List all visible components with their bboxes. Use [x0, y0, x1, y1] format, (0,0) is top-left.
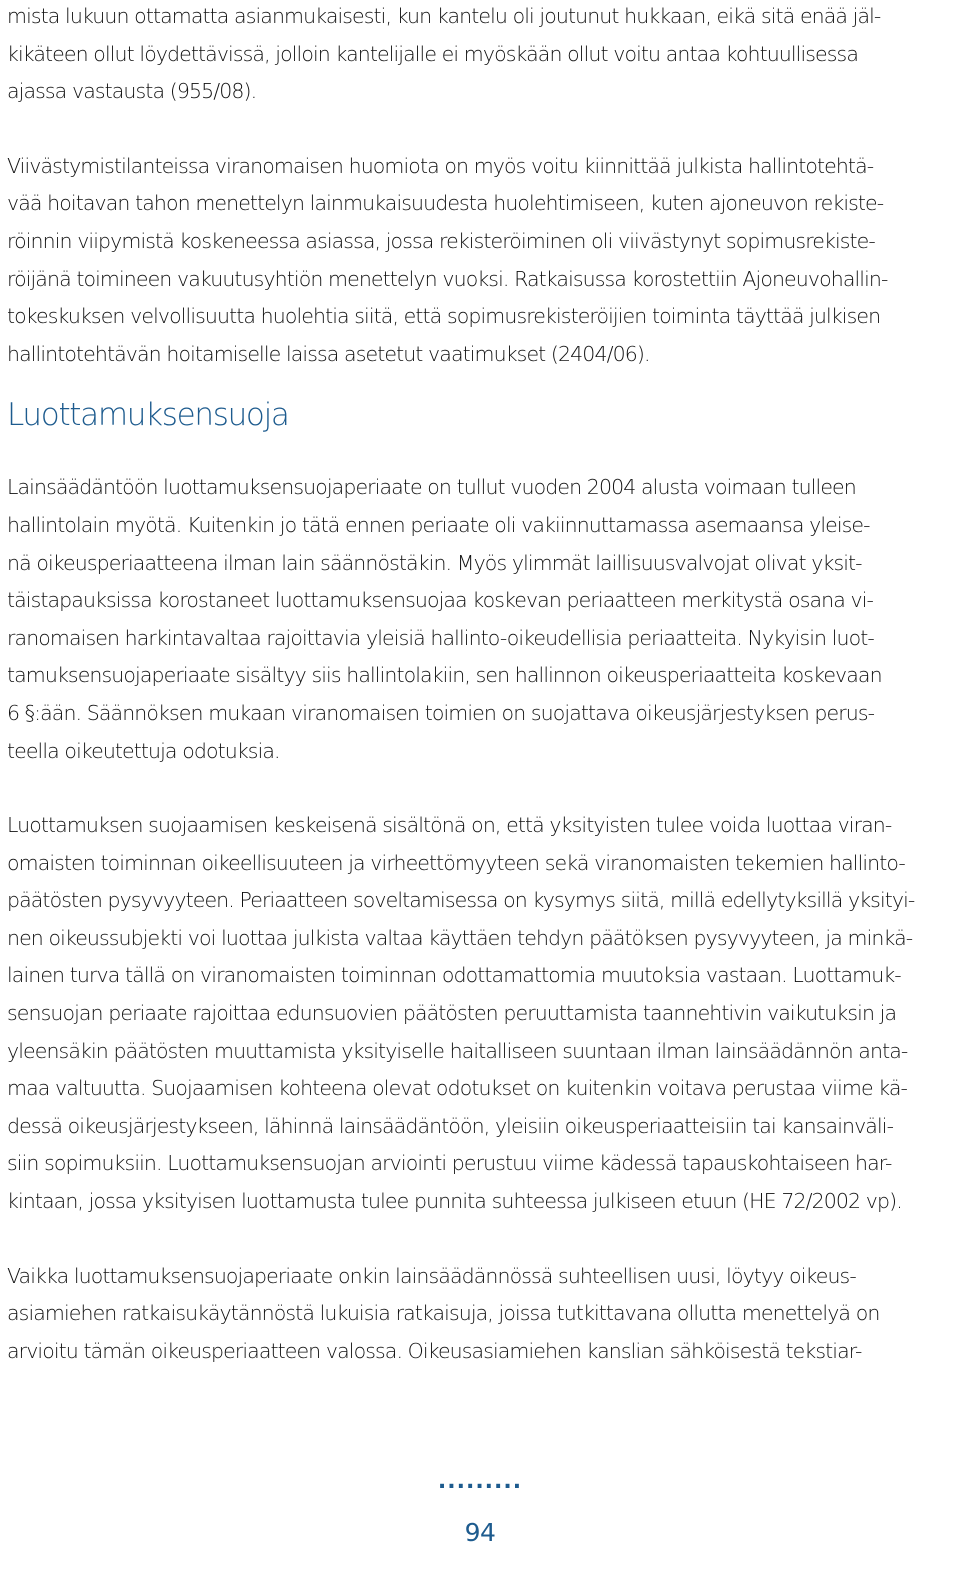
text-line: Viivästymistilanteissa viranomaisen huomiota on myös voitu kiinnittää julkista hallintotehtä-	[7, 153, 874, 178]
text-line: mista lukuun ottamatta asianmukaisesti, kun kantelu oli joutunut hukkaan, eikä sitä enää jäl-	[7, 4, 881, 28]
text-line: röinnin viipymistä koskeneessa asiassa, jossa rekisteröiminen oli viivästynyt sopimusrekiste-	[7, 228, 875, 253]
text-line: Vaikka luottamuksensuojaperiaate onkin lainsäädännössä suhteellisen uusi, löytyy oikeus-	[7, 1263, 856, 1288]
paragraph-gap	[7, 111, 953, 148]
text-line: röijänä toimineen vakuutusyhtiön menettelyn vuoksi. Ratkaisussa korostettiin Ajoneuvohallin-	[7, 266, 888, 291]
text-line: ranomaisen harkintavaltaa rajoittavia yleisiä hallinto-oikeudellisia periaatteita. Nykyisin luot-	[7, 625, 874, 650]
text-line: hallintotehtävän hoitamiselle laissa asetetut vaatimukset (2404/06).	[7, 341, 650, 366]
section-heading: Luottamuksensuoja	[7, 397, 289, 434]
text-line: sensuojan periaate rajoittaa edunsuovien päätösten peruuttamista taannehtivin vaikutuksin ja	[7, 1001, 897, 1026]
document-page	[7, 0, 953, 1370]
page-number: 94	[464, 1518, 496, 1547]
text-line: tokeskuksen velvollisuutta huolehtia siitä, että sopimusrekisteröijien toiminta täyttää julkisen	[7, 304, 881, 329]
text-line: tamuksensuojaperiaate sisältyy siis hallintolakiin, sen hallinnon oikeusperiaatteita koskevaan	[7, 663, 882, 688]
text-line: nen oikeussubjekti voi luottaa julkista valtaa käyttäen tehdyn päätöksen pysyvyyteen, ja minkä-	[7, 925, 913, 950]
paragraph-gap	[7, 770, 953, 807]
text-line: lainen turva tällä on viranomaisten toiminnan odottamattomia muutoksia vastaan. Luottamuk-	[7, 963, 901, 988]
text-line: päätösten pysyvyyteen. Periaatteen soveltamisessa on kysymys siitä, millä edellytyksillä yksityi-	[7, 888, 915, 913]
text-line: yleensäkin päätösten muuttamista yksityiselle haitalliseen suuntaan ilman lainsäädännön anta-	[7, 1038, 908, 1063]
paragraph-intro-2	[7, 148, 953, 374]
text-line: ajassa vastausta (955/08).	[7, 79, 257, 104]
text-line: omaisten toiminnan oikeellisuuteen ja virheettömyyteen sekä viranomaisten tekemien hallinto-	[7, 850, 905, 875]
page-footer	[0, 1470, 960, 1548]
text-line: dessä oikeusjärjestykseen, lähinnä lainsäädäntöön, yleisiin oikeusperiaatteisiin tai kansainväli-	[7, 1113, 894, 1138]
text-line: teella oikeutettuja odotuksia.	[7, 738, 280, 763]
text-line: maa valtuutta. Suojaamisen kohteena olevat odotukset on kuitenkin voitava perustaa viime kä-	[7, 1076, 908, 1101]
paragraph-section-2	[7, 807, 953, 1221]
paragraph-section-1	[7, 469, 953, 770]
text-line: arvioitu tämän oikeusperiaatteen valossa. Oikeusasiamiehen kanslian sähköisestä tekstiar-	[7, 1338, 862, 1363]
text-line: siin sopimuksiin. Luottamuksensuojan arviointi perustuu viime kädessä tapauskohtaiseen har-	[7, 1151, 892, 1176]
paragraph-gap	[7, 1221, 953, 1258]
text-line: Lainsäädäntöön luottamuksensuojaperiaate on tullut vuoden 2004 alusta voimaan tulleen	[7, 475, 856, 500]
text-line: 6 §:ään. Säännöksen mukaan viranomaisen toimien on suojattava oikeusjärjestyksen perus-	[7, 700, 875, 725]
text-line: Luottamuksen suojaamisen keskeisenä sisältönä on, että yksityisten tulee voida luottaa viran-	[7, 813, 892, 838]
text-line: nä oikeusperiaatteena ilman lain säännöstäkin. Myös ylimmät laillisuusvalvojat olivat yksit-	[7, 550, 862, 575]
text-line: kikäteen ollut löydettävissä, jolloin kantelijalle ei myöskään ollut voitu antaa kohtuullisessa	[7, 41, 858, 66]
text-line: täistapauksissa korostaneet luottamuksensuojaa koskevan periaatteen merkitystä osana vi-	[7, 588, 874, 613]
footer-dots: .........	[437, 1469, 523, 1494]
paragraph-intro-1	[7, 0, 953, 111]
text-line: hallintolain myötä. Kuitenkin jo tätä ennen periaate oli vakiinnuttamassa asemaansa yleise-	[7, 512, 870, 537]
text-line: vää hoitavan tahon menettelyn lainmukaisuudesta huolehtimiseen, kuten ajoneuvon rekiste-	[7, 191, 884, 216]
paragraph-section-3	[7, 1258, 953, 1371]
text-line: asiamiehen ratkaisukäytännöstä lukuisia ratkaisuja, joissa tutkittavana ollutta menettelyä on	[7, 1301, 880, 1326]
text-line: kintaan, jossa yksityisen luottamusta tulee punnita suhteessa julkiseen etuun (HE 72/2002 vp).	[7, 1189, 902, 1214]
